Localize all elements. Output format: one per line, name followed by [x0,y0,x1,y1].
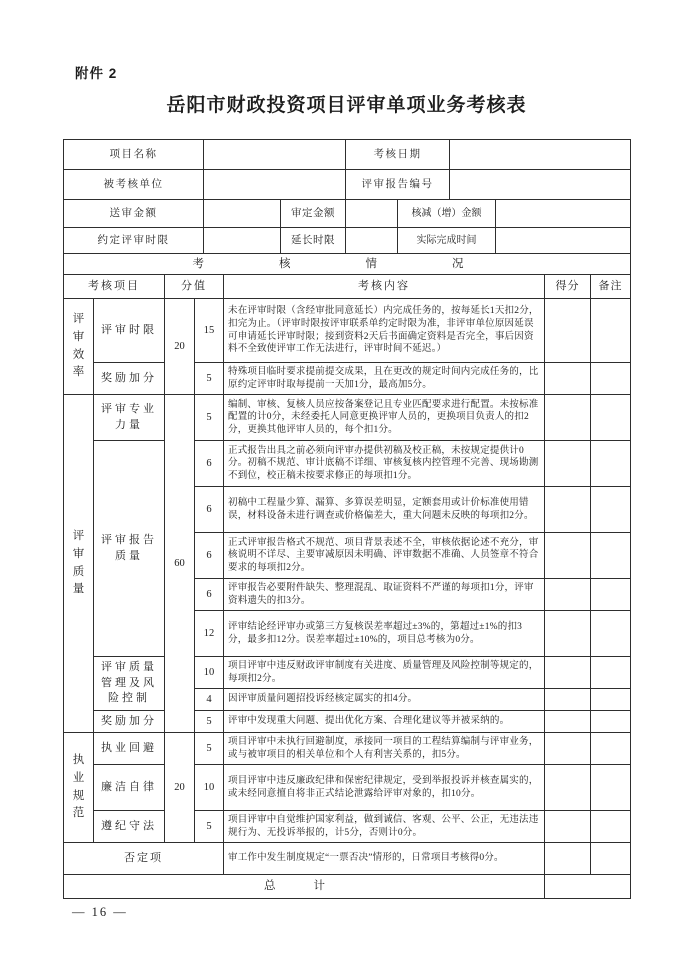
item-score: 5 [195,733,224,765]
extended-time-label: 延长时限 [281,228,346,254]
item-score: 6 [195,441,224,487]
gain-cell [545,765,591,811]
assessment-table [63,253,631,899]
assessment-band-row [64,254,631,275]
item-content: 正式报告出具之前必须向评审办提供初稿及校正稿，未按规定提供计0分。初稿不规范、审计底稿不详细、审核复核内控管理不完善、现场勘测不到位，校正稿未按要求修正的每项扣1分。 [224,441,545,487]
gain-cell [545,811,591,843]
reduction-value [496,200,631,228]
document-sheet [63,62,630,899]
table-row [64,363,631,395]
gain-cell [545,689,591,711]
header-item: 考核项目 [64,275,165,299]
subitem-label: 评审时限 [94,299,165,363]
project-name-label: 项目名称 [64,140,204,170]
attachment-label: 附件 2 [75,66,118,81]
remark-cell [591,395,631,441]
remark-cell [591,765,631,811]
section-label-practice: 执业规范 [64,733,94,843]
extended-time-value [346,228,398,254]
item-content: 初稿中工程量少算、漏算、多算误差明显，定额套用或计价标准使用错误，材料设备未进行调查或价格偏差大，重大问题未反映的每项扣2分。 [224,487,545,533]
agreed-time-value [204,228,281,254]
info-table-bottom [63,199,631,254]
item-content: 评审报告必要附件缺失、整理混乱、取证资料不严谨的每项扣1分，评审资料遗失的扣3分。 [224,579,545,611]
table-row [64,811,631,843]
section-total-score: 20 [165,733,195,843]
gain-cell [545,299,591,363]
table-row [64,299,631,363]
gain-cell [545,611,591,657]
info-row-project [64,140,631,170]
gain-cell [545,363,591,395]
gain-cell [545,711,591,733]
item-content: 项目评审中自觉维护国家利益，做到诚信、客观、公平、公正，无违法违规行为、无投诉举报的，计5分，否则计0分。 [224,811,545,843]
item-score: 10 [195,765,224,811]
reduction-label: 核减（增）金额 [398,200,496,228]
report-no-value [450,170,631,200]
section-total-score: 20 [165,299,195,395]
subitem-label: 奖励加分 [94,363,165,395]
section-label-quality: 评审质量 [64,395,94,733]
veto-row [64,843,631,875]
info-row-times [64,228,631,254]
submitted-amount-label: 送审金额 [64,200,204,228]
remark-cell [591,441,631,487]
veto-content: 审工作中发生制度规定“一票否决”情形的，日常项目考核得0分。 [224,843,545,875]
agreed-time-label: 约定评审时限 [64,228,204,254]
section-total-score: 60 [165,395,195,733]
item-score: 6 [195,579,224,611]
gain-cell [545,843,591,875]
subitem-label: 奖励加分 [94,711,165,733]
table-row [64,733,631,765]
table-row [64,441,631,487]
gain-cell [545,579,591,611]
project-name-value [204,140,346,170]
table-row [64,711,631,733]
remark-cell [591,811,631,843]
header-content: 考核内容 [224,275,545,299]
item-content: 评审中发现重大问题、提出优化方案、合理化建议等并被采纳的。 [224,711,545,733]
item-content: 正式评审报告格式不规范、项目背景表述不全，审核依据论述不充分，审核说明不详尽、主要审减原因未明确、评审数据不准确、人员签章不符合要求的每项扣2分。 [224,533,545,579]
assessed-unit-label: 被考核单位 [64,170,204,200]
subitem-label: 评审专业力量 [94,395,165,441]
assess-date-label: 考核日期 [346,140,450,170]
item-score: 4 [195,689,224,711]
remark-cell [591,579,631,611]
report-no-label: 评审报告编号 [346,170,450,200]
item-score: 15 [195,299,224,363]
remark-cell [591,611,631,657]
remark-cell [591,363,631,395]
page-number: — 16 — [72,905,128,919]
item-score: 5 [195,811,224,843]
item-content: 未在评审时限（含经审批同意延长）内完成任务的，按每延长1天扣2分，扣完为止。（评审时限按评审联系单约定时限为准，非评审单位原因延误可申请延长评审时限；接到资料2天后书面确定资料是否完全，事后因资料不全致使评审工作无法进行，评审时间不延迟。） [224,299,545,363]
page-title: 岳阳市财政投资项目评审单项业务考核表 [166,95,527,116]
item-score: 6 [195,533,224,579]
actual-completion-label: 实际完成时间 [398,228,496,254]
gain-cell [545,395,591,441]
info-row-amounts [64,200,631,228]
section-label-efficiency: 评审效率 [64,299,94,395]
item-score: 5 [195,395,224,441]
item-score: 6 [195,487,224,533]
item-content: 特殊项目临时要求提前提交成果，且在更改的规定时间内完成任务的，比原约定评审时取每提前一天加1分，最高加5分。 [224,363,545,395]
gain-cell [545,487,591,533]
gain-cell [545,441,591,487]
gain-cell [545,533,591,579]
gain-cell [545,733,591,765]
header-score: 分值 [165,275,224,299]
info-table-top [63,139,631,200]
approved-amount-value [346,200,398,228]
item-score: 10 [195,657,224,689]
approved-amount-label: 审定金额 [281,200,346,228]
subitem-label: 评审质量管理及风险控制 [94,657,165,711]
table-row [64,657,631,689]
veto-label: 否定项 [64,843,224,875]
remark-cell [591,843,631,875]
gain-cell [545,657,591,689]
remark-cell [591,711,631,733]
item-content: 项目评审中违反财政评审制度有关进度、质量管理及风险控制等规定的，每项扣2分。 [224,657,545,689]
item-score: 5 [195,363,224,395]
assessed-unit-value [204,170,346,200]
subitem-label: 执业回避 [94,733,165,765]
submitted-amount-value [204,200,281,228]
table-row [64,395,631,441]
total-row [64,875,631,899]
assess-date-value [450,140,631,170]
item-content: 因评审质量问题招投诉经核定属实的扣4分。 [224,689,545,711]
item-score: 5 [195,711,224,733]
item-content: 编制、审核、复核人员应按备案登记且专业匹配要求进行配置。未按标准配置的计0分，未经委托人同意更换评审人员的，更换项目负责人的扣2分，更换其他评审人员的，每个扣1分。 [224,395,545,441]
remark-cell [591,533,631,579]
subitem-label: 廉洁自律 [94,765,165,811]
remark-cell [591,733,631,765]
actual-completion-value [496,228,631,254]
total-value-cell [545,875,631,899]
info-row-unit [64,170,631,200]
assessment-header-row [64,275,631,299]
assessment-band-title: 考核情况 [64,254,631,275]
remark-cell [591,487,631,533]
item-score: 12 [195,611,224,657]
subitem-label: 遵纪守法 [94,811,165,843]
item-content: 项目评审中违反廉政纪律和保密纪律规定，受到举报投诉并核查属实的，或未经同意擅自将非正式结论泄露给评审对象的，扣10分。 [224,765,545,811]
header-gain: 得分 [545,275,591,299]
remark-cell [591,689,631,711]
header-remark: 备注 [591,275,631,299]
table-row [64,765,631,811]
remark-cell [591,299,631,363]
item-content: 项目评审中未执行回避制度，承接同一项目的工程结算编制与评审业务，或与被审项目的相关单位和个人有利害关系的，扣5分。 [224,733,545,765]
item-content: 评审结论经评审办或第三方复核误差率超过±3%的，第超过±1%的扣3分，最多扣12分。误差率超过±10%的，项目总考核为0分。 [224,611,545,657]
remark-cell [591,657,631,689]
total-label: 总计 [64,875,545,899]
subitem-label: 评审报告质量 [94,441,165,657]
